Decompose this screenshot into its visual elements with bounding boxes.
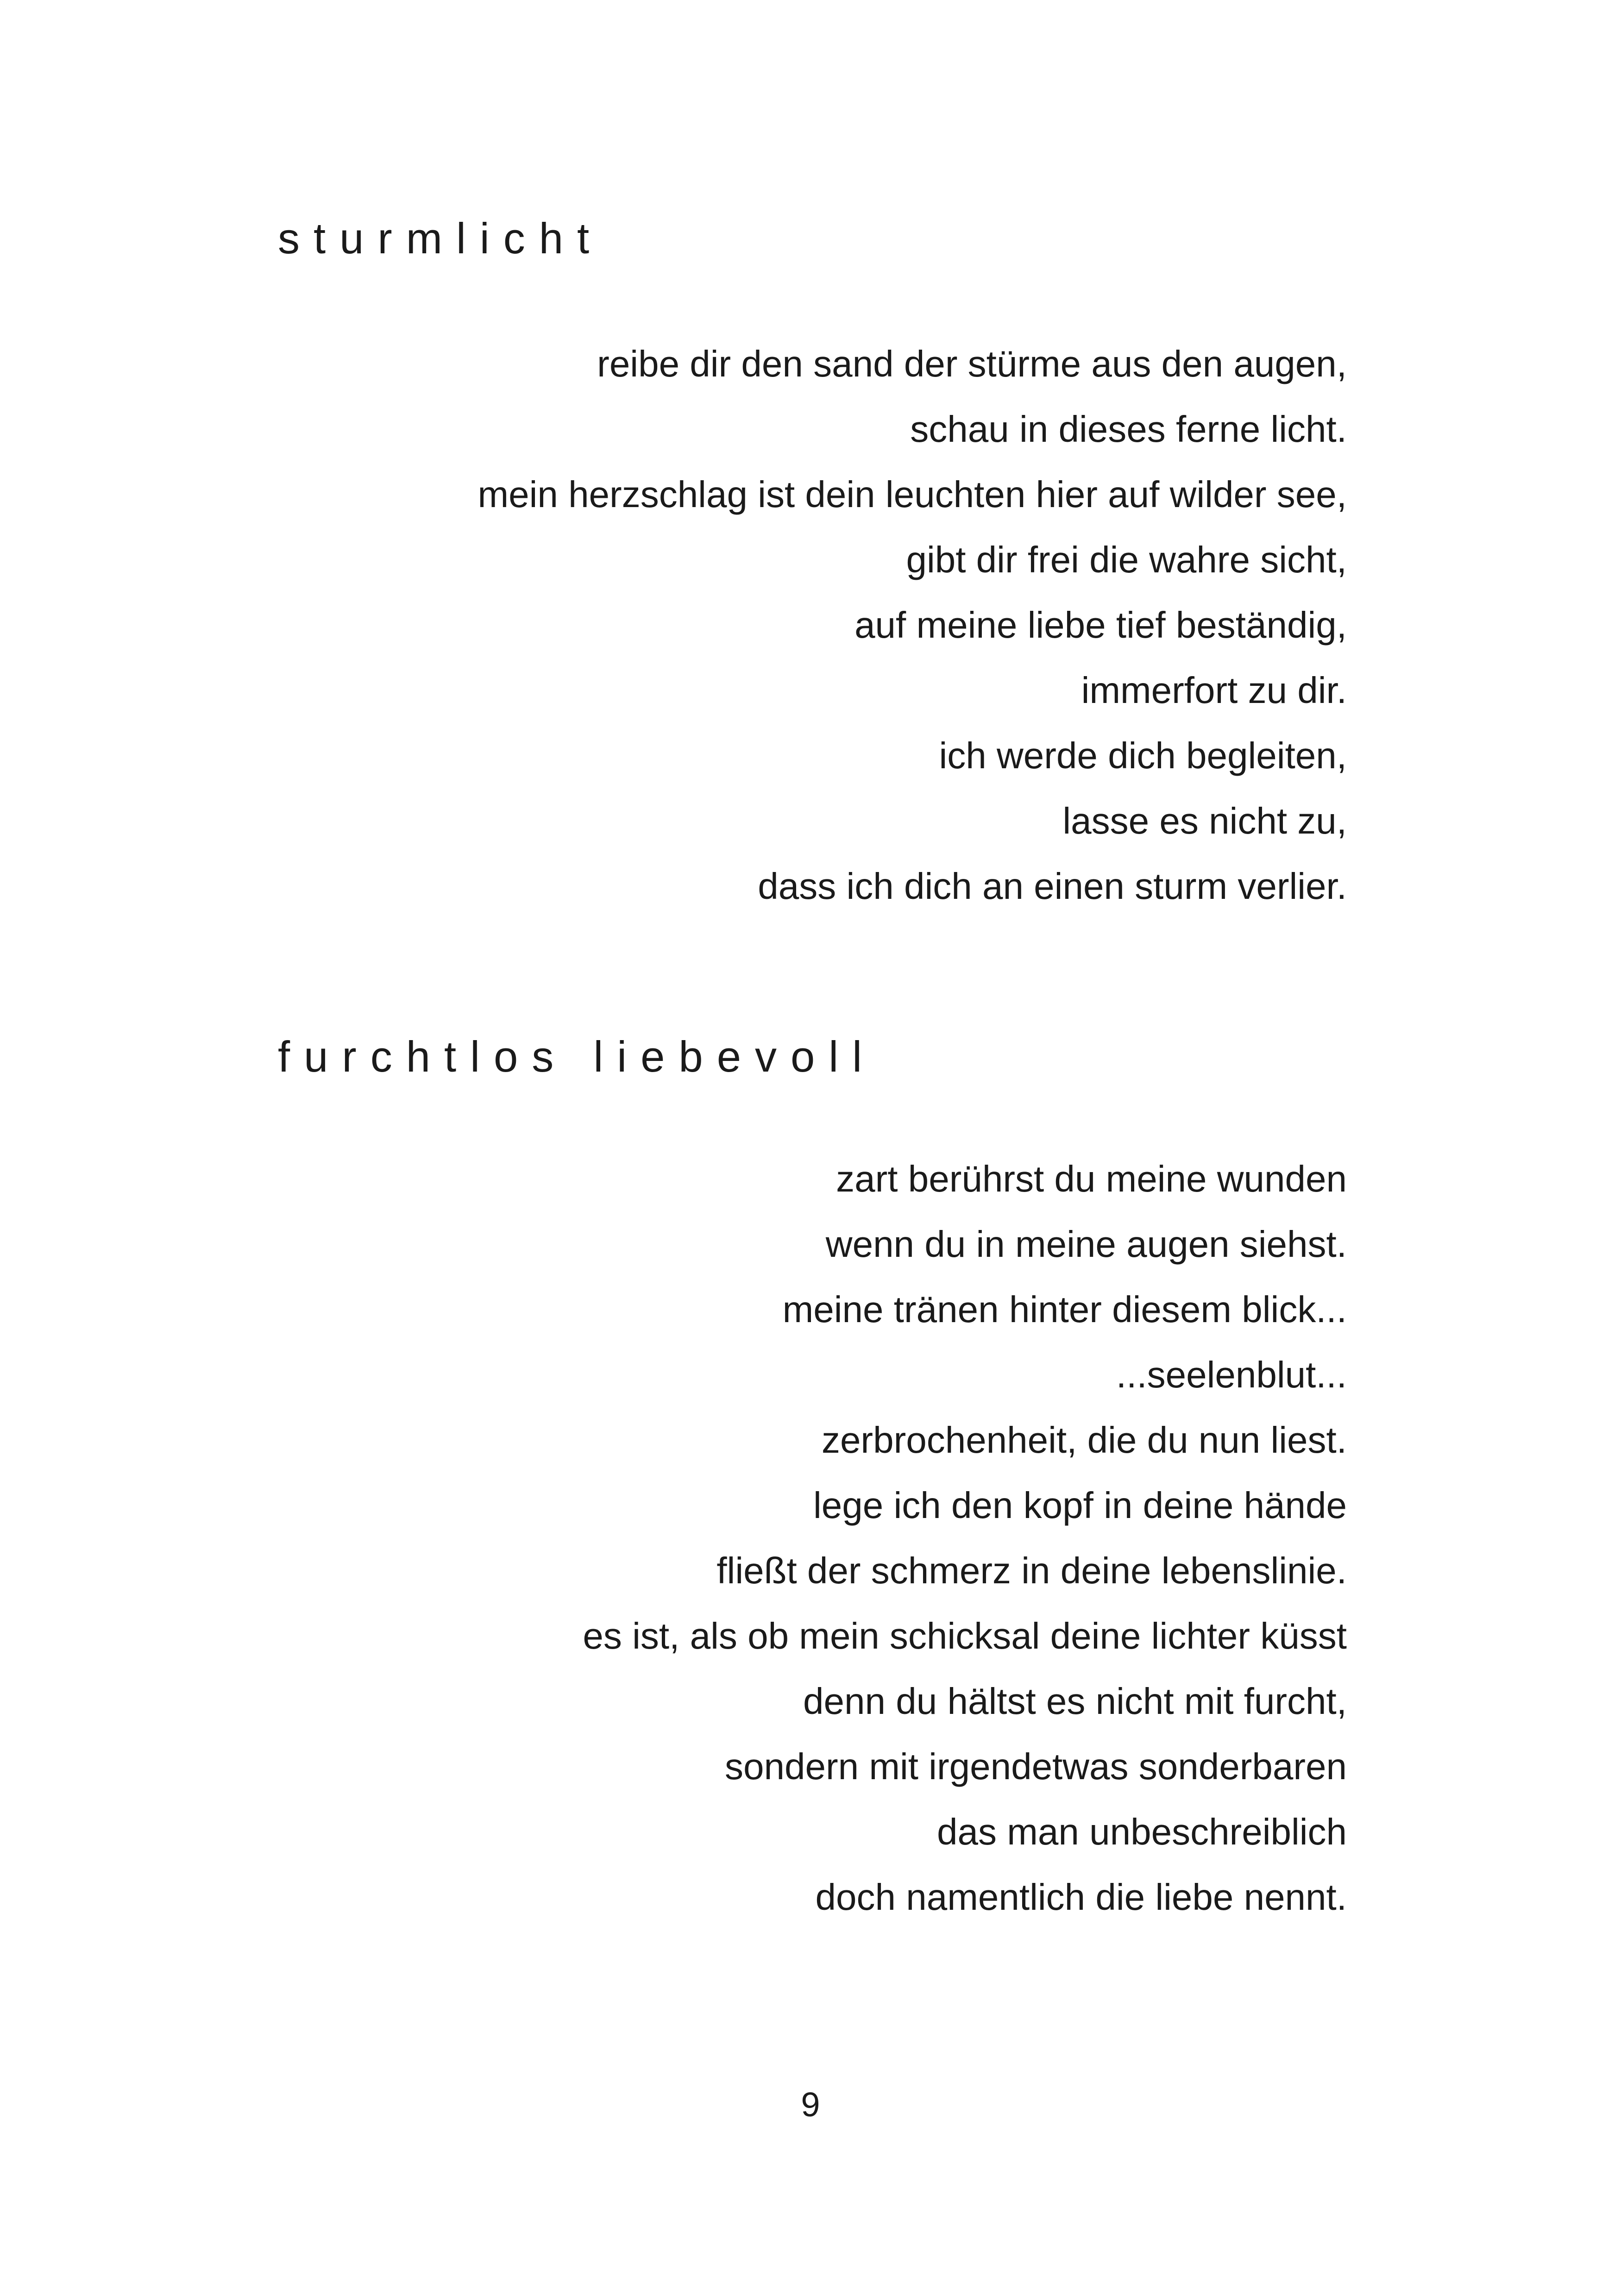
- poem-line: dass ich dich an einen sturm verlier.: [758, 866, 1347, 907]
- poem-line: ...seelenblut...: [1116, 1354, 1347, 1395]
- poem-line: wenn du in meine augen siehst.: [825, 1223, 1347, 1265]
- poem-line: denn du hältst es nicht mit furcht,: [803, 1681, 1347, 1722]
- poem-line: ich werde dich begleiten,: [939, 735, 1347, 776]
- poem-line: sondern mit irgendetwas sonderbaren: [724, 1746, 1347, 1787]
- poem-line: gibt dir frei die wahre sicht,: [906, 539, 1347, 580]
- poem-line: fließt der schmerz in deine lebenslinie.: [716, 1550, 1347, 1591]
- poem-line: immerfort zu dir.: [1081, 670, 1347, 711]
- poem-line: reibe dir den sand der stürme aus den augen,: [597, 343, 1347, 384]
- poem-line: zart berührst du meine wunden: [836, 1158, 1347, 1199]
- page-number: 9: [801, 2085, 820, 2124]
- poem-stanza: [583, 1146, 1347, 1930]
- poem-line: lege ich den kopf in deine hände: [813, 1485, 1347, 1526]
- poem-title: furchtlos liebevoll: [278, 1032, 876, 1081]
- poem-stanza: [478, 331, 1347, 919]
- poem-line: auf meine liebe tief beständig,: [854, 604, 1347, 646]
- poem-line: mein herzschlag ist dein leuchten hier auf wilder see,: [478, 474, 1347, 515]
- poem-line: meine tränen hinter diesem blick...: [782, 1289, 1347, 1330]
- poem-title: sturmlicht: [278, 214, 603, 263]
- poem-line: es ist, als ob mein schicksal deine lichter küsst: [583, 1615, 1347, 1656]
- poem-line: zerbrochenheit, die du nun liest.: [821, 1419, 1347, 1461]
- poem-line: das man unbeschreiblich: [937, 1811, 1347, 1852]
- poem-line: doch namentlich die liebe nennt.: [815, 1876, 1347, 1918]
- poem-line: lasse es nicht zu,: [1062, 800, 1347, 841]
- poem-line: schau in dieses ferne licht.: [910, 408, 1347, 450]
